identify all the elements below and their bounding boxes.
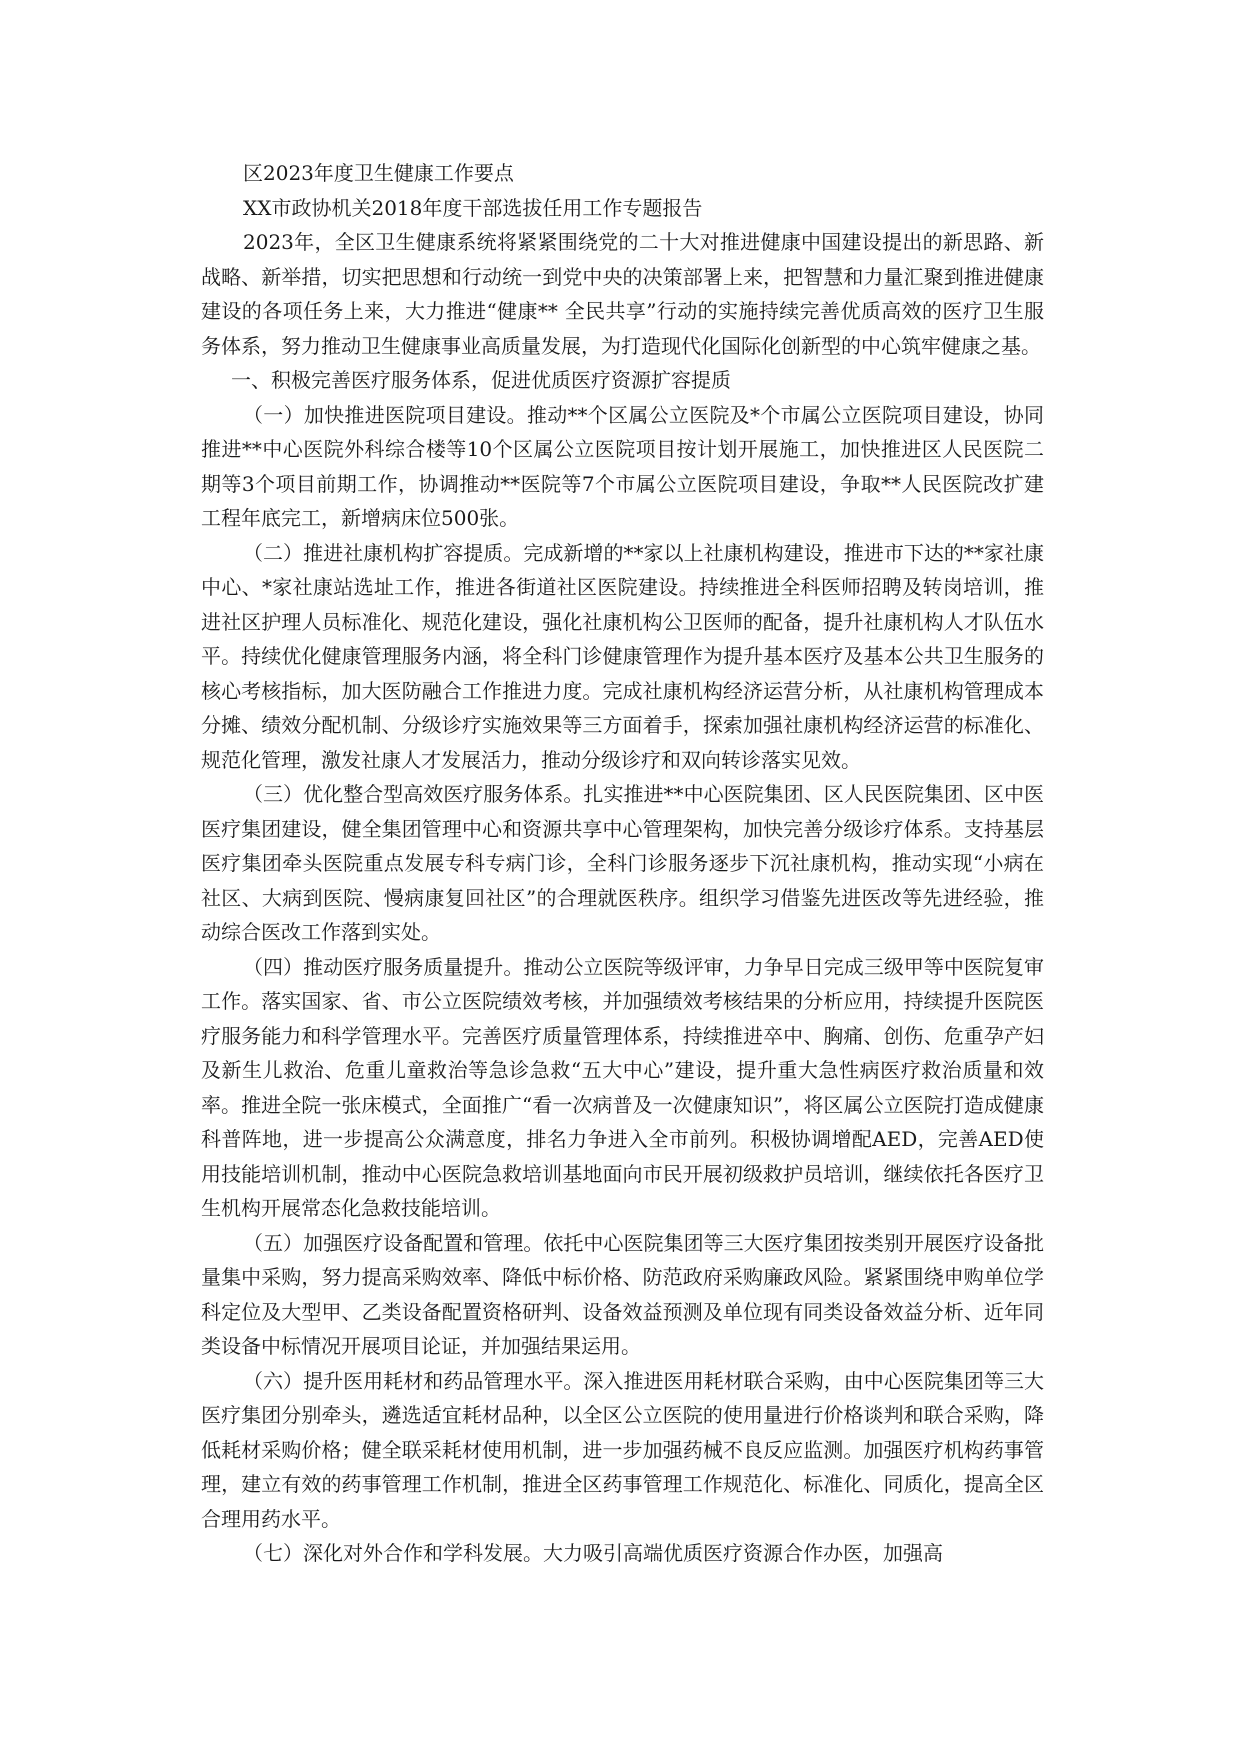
paragraph-item-5: （五）加强医疗设备配置和管理。依托中心医院集团等三大医疗集团按类别开展医疗设备批量集中采购，努力提高采购效率、降低中标价格、防范政府采购廉政风险。紧紧围绕申购单位学科定位及大型甲、乙类设备配置资格研判、设备效益预测及单位现有同类设备效益分析、近年同类设备中标情况开展项目论证，并加强结果运用。 xyxy=(201,1230,1044,1358)
document-title: 区2023年度卫生健康工作要点 xyxy=(243,161,514,185)
document-subtitle: XX市政协机关2018年度干部选拔任用工作专题报告 xyxy=(243,195,703,220)
paragraph-item-4: （四）推动医疗服务质量提升。推动公立医院等级评审，力争早日完成三级甲等中医院复审工作。落实国家、省、市公立医院绩效考核，并加强绩效考核结果的分析应用，持续提升医院医疗服务能力和科学管理水平。完善医疗质量管理体系，持续推进卒中、胸痛、创伤、危重孕产妇及新生儿救治、危重儿童救治等急诊急救“五大中心”建设，提升重大急性病医疗救治质量和效率。推进全院一张床模式，全面推广“看一次病普及一次健康知识”，将区属公立医院打造成健康科普阵地，进一步提高公众满意度，排名力争进入全市前列。积极协调增配AED，完善AED使用技能培训机制，推动中心医院急救培训基地面向市民开展初级救护员培训，继续依托各医疗卫生机构开展常态化急救技能培训。 xyxy=(201,954,1044,1220)
document-page xyxy=(201,156,1044,1571)
paragraph-item-6: （六）提升医用耗材和药品管理水平。深入推进医用耗材联合采购，由中心医院集团等三大医疗集团分别牵头，遴选适宜耗材品种，以全区公立医院的使用量进行价格谈判和联合采购，降低耗材采购价格；健全联采耗材使用机制，进一步加强药械不良反应监测。加强医疗机构药事管理，建立有效的药事管理工作机制，推进全区药事管理工作规范化、标准化、同质化，提高全区合理用药水平。 xyxy=(201,1368,1044,1531)
paragraph-item-2: （二）推进社康机构扩容提质。完成新增的**家以上社康机构建设，推进市下达的**家社康中心、*家社康站选址工作，推进各街道社区医院建设。持续推进全科医师招聘及转岗培训，推进社区护理人员标准化、规范化建设，强化社康机构公卫医师的配备，提升社康机构人才队伍水平。持续优化健康管理服务内涵，将全科门诊健康管理作为提升基本医疗及基本公共卫生服务的核心考核指标，加大医防融合工作推进力度。完成社康机构经济运营分析，从社康机构管理成本分摊、绩效分配机制、分级诊疗实施效果等三方面着手，探索加强社康机构经济运营的标准化、规范化管理，激发社康人才发展活力，推动分级诊疗和双向转诊落实见效。 xyxy=(201,540,1044,772)
paragraph-item-7: （七）深化对外合作和学科发展。大力吸引高端优质医疗资源合作办医，加强高 xyxy=(243,1541,943,1565)
intro-paragraph: 2023年，全区卫生健康系统将紧紧围绕党的二十大对推进健康中国建设提出的新思路、新战略、新举措，切实把思想和行动统一到党中央的决策部署上来，把智慧和力量汇聚到推进健康建设的各项任务上来，大力推进“健康** 全民共享”行动的实施持续完善优质高效的医疗卫生服务体系，努力推动卫生健康事业高质量发展，为打造现代化国际化创新型的中心筑牢健康之基。 xyxy=(201,230,1044,358)
section-heading: 一、积极完善医疗服务体系，促进优质医疗资源扩容提质 xyxy=(231,368,731,392)
paragraph-item-3: （三）优化整合型高效医疗服务体系。扎实推进**中心医院集团、区人民医院集团、区中医医疗集团建设，健全集团管理中心和资源共享中心管理架构，加快完善分级诊疗体系。支持基层医疗集团牵头医院重点发展专科专病门诊，全科门诊服务逐步下沉社康机构，推动实现“小病在社区、大病到医院、慢病康复回社区”的合理就医秩序。组织学习借鉴先进医改等先进经验，推动综合医改工作落到实处。 xyxy=(201,782,1044,944)
paragraph-item-1: （一）加快推进医院项目建设。推动**个区属公立医院及*个市属公立医院项目建设，协同推进**中心医院外科综合楼等10个区属公立医院项目按计划开展施工，加快推进区人民医院二期等3个项目前期工作，协调推动**医院等7个市属公立医院项目建设，争取**人民医院改扩建工程年底完工，新增病床位500张。 xyxy=(201,402,1044,530)
